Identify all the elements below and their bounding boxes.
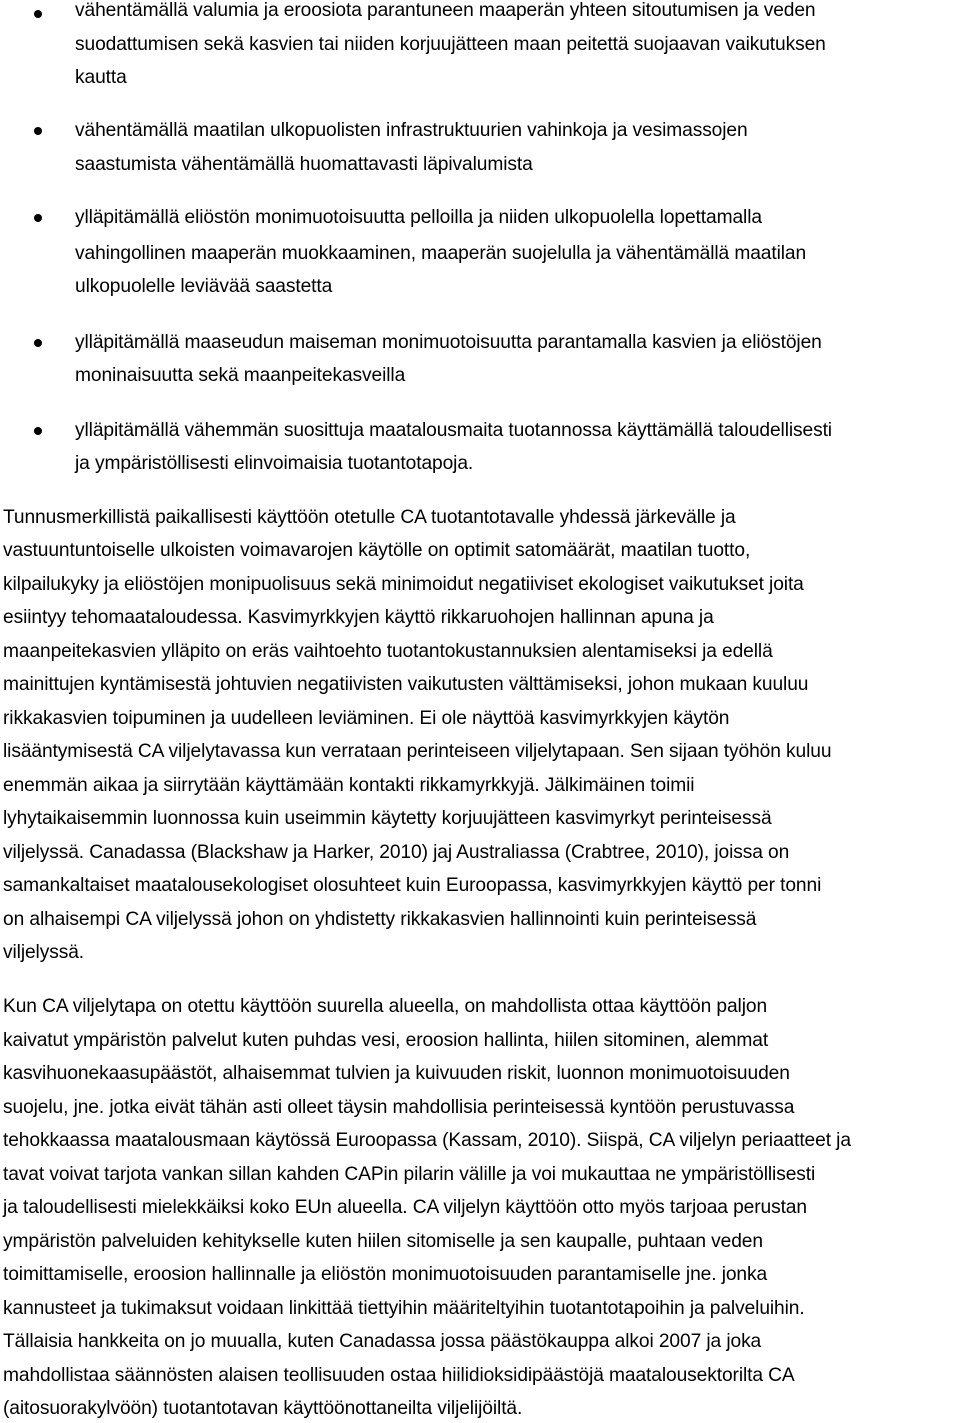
text-line: lisääntymisestä CA viljelytavassa kun verrataan perinteiseen viljelytapaan. Sen sijaan työhön kuluu: [3, 741, 832, 762]
text-line: mahdollistaa säännösten alaisen teollisuuden ostaa hiilidioksidipäästöjä maatalousektorilta CA: [3, 1365, 795, 1386]
text-line: esiintyy tehomaataloudessa. Kasvimyrkkyjen käyttö rikkaruohojen hallinnan apuna ja: [3, 607, 714, 628]
text-line: rikkakasvien toipuminen ja uudelleen leviäminen. Ei ole näyttöä kasvimyrkkyjen käytön: [3, 708, 730, 729]
text-line: ja taloudellisesti mielekkäiksi koko EUn alueella. CA viljelyn käyttöön otto myös tarjoaa perustan: [3, 1197, 807, 1218]
text-line: ympäristön palveluiden kehitykselle kuten hiilen sitomiselle ja sen kaupalle, puhtaan veden: [3, 1231, 763, 1252]
bullet-marker: [34, 127, 42, 135]
text-line: Tällaisia hankkeita on jo muualla, kuten Canadassa jossa päästökauppa alkoi 2007 ja joka: [3, 1331, 762, 1352]
text-line: saastumista vähentämällä huomattavasti läpivalumista: [75, 154, 533, 175]
text-line: vähentämällä maatilan ulkopuolisten infrastruktuurien vahinkoja ja vesimassojen: [75, 120, 748, 141]
text-line: ulkopuolelle leviävää saastetta: [75, 276, 333, 297]
text-line: kilpailukyky ja eliöstöjen monipuolisuus sekä minimoidut negatiiviset ekologiset vaikutukset joita: [3, 574, 804, 595]
text-line: samankaltaiset maatalousekologiset olosuhteet kuin Euroopassa, kasvimyrkkyjen käyttö per tonni: [3, 875, 822, 896]
text-line: kaivatut ympäristön palvelut kuten puhdas vesi, eroosion hallinta, hiilen sitominen, alemmat: [3, 1030, 769, 1051]
text-line: vähentämällä valumia ja eroosiota parantuneen maaperän yhteen sitoutumisen ja veden: [75, 0, 816, 21]
text-line: vastuuntuntoiselle ulkoisten voimavarojen käytölle on optimit satomäärät, maatilan tuotto,: [3, 540, 751, 561]
text-line: kannusteet ja tukimaksut voidaan linkittää tiettyihin määriteltyihin tuotantotapoihin ja palveluihin.: [3, 1298, 805, 1319]
text-line: tavat voivat tarjota vankan sillan kahden CAPin pilarin välille ja voi mukauttaa ne ympäristöllisesti: [3, 1164, 816, 1185]
text-line: moninaisuutta sekä maanpeitekasveilla: [75, 365, 406, 386]
text-line: lyhytaikaisemmin luonnossa kuin useimmin käytetty korjuujätteen kasvimyrkyt perinteisessä: [3, 808, 772, 829]
text-line: mainittujen kyntämisestä johtuvien negatiivisten vaikutusten välttämiseksi, johon mukaan kuuluu: [3, 674, 809, 695]
bullet-marker: [34, 339, 42, 347]
text-line: ylläpitämällä vähemmän suosittuja maatalousmaita tuotannossa käyttämällä taloudellisesti: [75, 420, 832, 441]
text-line: kasvihuonekaasupäästöt, alhaisemmat tulvien ja kuivuuden riskit, luonnon monimuotoisuuden: [3, 1063, 790, 1084]
text-line: Kun CA viljelytapa on otettu käyttöön suurella alueella, on mahdollista ottaa käyttöön paljon: [3, 996, 768, 1017]
bullet-marker: [34, 10, 42, 18]
text-line: Tunnusmerkillistä paikallisesti käyttöön otetulle CA tuotantotavalle yhdessä järkevälle ja: [3, 507, 736, 528]
text-line: ylläpitämällä eliöstön monimuotoisuutta pelloilla ja niiden ulkopuolella lopettamalla: [75, 207, 762, 228]
text-line: viljelyssä.: [3, 942, 84, 963]
text-line: suojelu, jne. jotka eivät tähän asti olleet täysin mahdollisia perinteisessä kyntöön perustuvassa: [3, 1097, 795, 1118]
text-line: viljelyssä. Canadassa (Blackshaw ja Harker, 2010) jaj Australiassa (Crabtree, 2010), joissa on: [3, 842, 790, 863]
text-line: vahingollinen maaperän muokkaaminen, maaperän suojelulla ja vähentämällä maatilan: [75, 243, 807, 264]
text-line: toimittamiselle, eroosion hallinnalle ja eliöstön monimuotoisuuden parantamiselle jne. jonka: [3, 1264, 768, 1285]
text-line: tehokkaassa maatalousmaan käytössä Euroopassa (Kassam, 2010). Siispä, CA viljelyn periaatteet ja: [3, 1130, 851, 1151]
text-line: ylläpitämällä maaseudun maiseman monimuotoisuutta parantamalla kasvien ja eliöstöjen: [75, 332, 822, 353]
text-line: on alhaisempi CA viljelyssä johon on yhdistetty rikkakasvien hallinnointi kuin perinteisessä: [3, 909, 757, 930]
text-line: suodattumisen sekä kasvien tai niiden korjuujätteen maan peitettä suojaavan vaikutuksen: [75, 34, 826, 55]
bullet-marker: [34, 427, 42, 435]
text-line: enemmän aikaa ja siirrytään käyttämään kontakti rikkamyrkkyjä. Jälkimäinen toimii: [3, 775, 695, 796]
text-line: maanpeitekasvien ylläpito on eräs vaihtoehto tuotantokustannuksien alentamiseksi ja edellä: [3, 641, 773, 662]
bullet-marker: [34, 214, 42, 222]
text-line: (aitosuorakylvöön) tuotantotavan käyttöönottaneilta viljelijöiltä.: [3, 1398, 523, 1419]
text-line: ja ympäristöllisesti elinvoimaisia tuotantotapoja.: [75, 453, 474, 474]
text-line: kautta: [75, 67, 127, 88]
